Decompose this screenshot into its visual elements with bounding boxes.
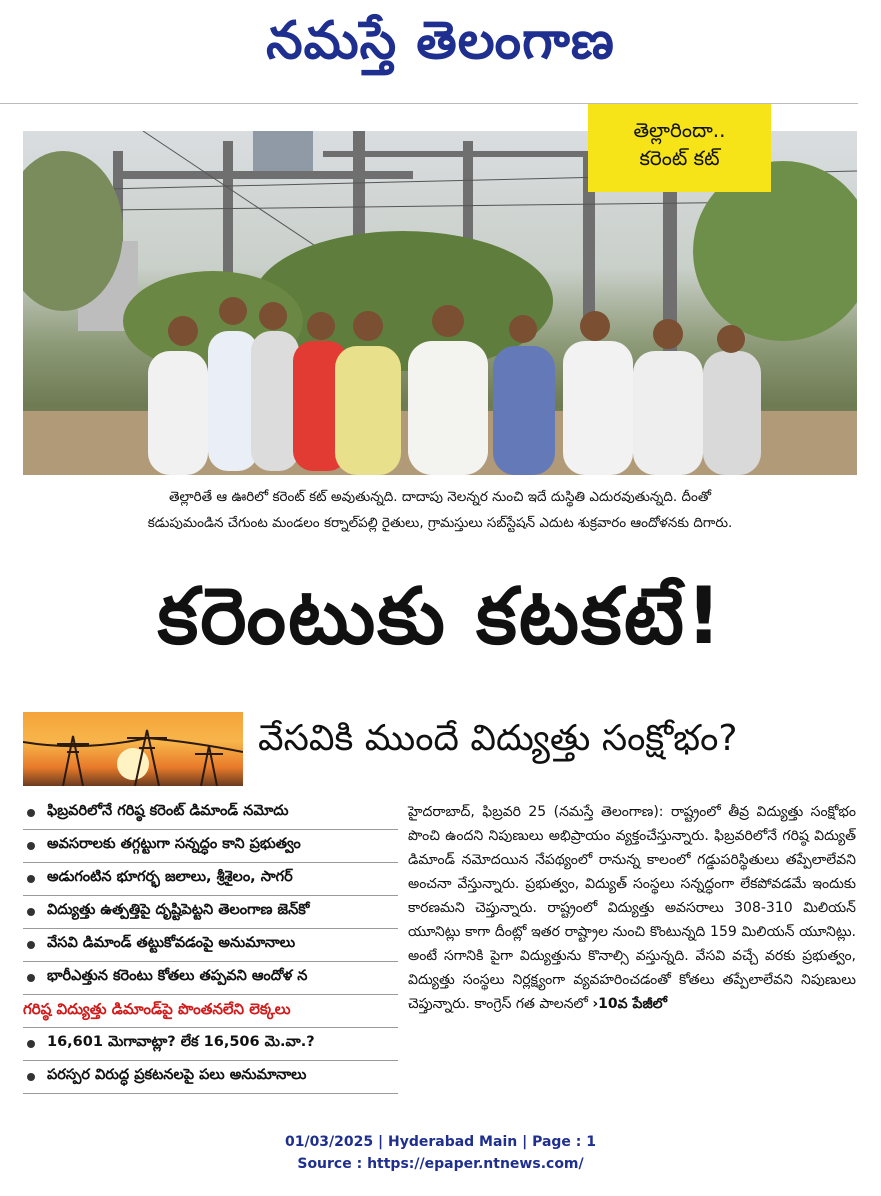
photo-tag-sticker bbox=[588, 104, 771, 192]
bullet-icon bbox=[27, 974, 35, 982]
power-tower-icon bbox=[23, 712, 243, 786]
article-body bbox=[408, 800, 856, 1016]
main-headline: కరెంటుకు కటకటే! bbox=[157, 572, 724, 662]
bullet-icon bbox=[27, 1073, 35, 1081]
list-item: పరస్పర విరుద్ధ ప్రకటనలపై పలు అనుమానాలు bbox=[23, 1061, 398, 1094]
list-item: అవసరాలకు తగ్గట్టుగా సన్నద్ధం కాని ప్రభుత్వం bbox=[23, 830, 398, 863]
list-item: భారీఎత్తున కరెంటు కోతలు తప్పవని ఆందోళ న bbox=[23, 962, 398, 995]
masthead bbox=[0, 0, 881, 100]
sub-headline: వేసవికి ముందే విద్యుత్తు సంక్షోభం? bbox=[258, 718, 738, 759]
bullet-icon bbox=[27, 842, 35, 850]
bullet-icon bbox=[27, 809, 35, 817]
sticker-line-2: కరెంట్ కట్ bbox=[639, 146, 720, 170]
caption-line-1: తెల్లారితే ఆ ఊరిలో కరెంట్ కట్ అవుతున్నది. దాదాపు నెలన్నర నుంచి ఇదే దుస్థితి ఎదురవుతున్నది. దీంతో bbox=[168, 489, 712, 505]
article-text: హైదరాబాద్, ఫిబ్రవరి 25 (నమస్తే తెలంగాణ): రాష్ట్రంలో తీవ్ర విద్యుత్తు సంక్షోభం పొంచి ఉందని నిపుణులు అభిప్రాయం వ్యక్తంచేస్తున్నారు. ఫిబ్రవరిలోనే గరిష్ఠ విద్యుత్ డిమాండ్ నమోదయిన నేపథ్యంలో రానున్న కాలంలో గడ్డుపరిస్థితులు తప్పేలాలేవని అంచనా వేస్తున్నారు. ప్రభుత్వం, విద్యుత్ సంస్థలు సన్నద్ధంగా లేకపోవడమే ఇందుకు కారణమని చెప్తున్నారు. రాష్ట్రంలో విద్యుత్తు అవసరాలు 308-310 మిలియన్ యూనిట్లు కాగా దీంట్లో ఇతర రాష్ట్రాల నుంచి కొంటున్నది 159 మిలియన్ యూనిట్లు. అంటే సగానికి పైగా విద్యుత్తును కొనాల్సి వస్తున్నది. వేసవి వచ్చే వరకు ప్రభుత్వం, విద్యుత్తు సంస్థలు నిర్లక్ష్యంగా వ్యవహరించడంతో కోతలు తప్పేలాలేవని నిపుణులు చెప్తున్నారు. కాంగ్రెస్ గత పాలనలో bbox=[408, 804, 856, 1012]
bullet-list bbox=[23, 797, 398, 1094]
photo-caption bbox=[23, 484, 857, 536]
list-item: 16,601 మెగావాట్లా? లేక 16,506 మె.వా.? bbox=[23, 1028, 398, 1061]
sticker-line-1: తెల్లారిందా.. bbox=[633, 118, 726, 142]
newspaper-logo: నమస్తే తెలంగాణ bbox=[266, 10, 615, 71]
page-footer bbox=[0, 1131, 881, 1175]
source-link[interactable]: Source : https://epaper.ntnews.com/ bbox=[297, 1156, 584, 1172]
edition-info: 01/03/2025 | Hyderabad Main | Page : 1 bbox=[284, 1134, 597, 1150]
list-item: వేసవి డిమాండ్ తట్టుకోవడంపై అనుమానాలు bbox=[23, 929, 398, 962]
highlight-item: గరిష్ఠ విద్యుత్తు డిమాండ్‌పై పొంతనలేని లెక్కలు bbox=[23, 995, 398, 1028]
list-item: ఫిబ్రవరిలోనే గరిష్ఠ కరెంట్ డిమాండ్ నమోదు bbox=[23, 797, 398, 830]
power-tower-sunset-image bbox=[23, 712, 243, 786]
bullet-icon bbox=[27, 941, 35, 949]
continued-page-link[interactable]: ›10వ పేజీలో bbox=[592, 996, 668, 1012]
bullet-icon bbox=[27, 875, 35, 883]
caption-line-2: కడుపుమండిన చేగుంట మండలం కర్నాల్‌పల్లి రైతులు, గ్రామస్తులు సబ్‌స్టేషన్ ఎదుట శుక్రవారం ఆందోళనకు దిగారు. bbox=[147, 515, 733, 531]
list-item: అడుగంటిన భూగర్భ జలాలు, శ్రీశైలం, సాగర్ bbox=[23, 863, 398, 896]
bullet-icon bbox=[27, 1040, 35, 1048]
list-item: విద్యుత్తు ఉత్పత్తిపై దృష్టిపెట్టని తెలంగాణ జెన్‌కో bbox=[23, 896, 398, 929]
bullet-icon bbox=[27, 908, 35, 916]
